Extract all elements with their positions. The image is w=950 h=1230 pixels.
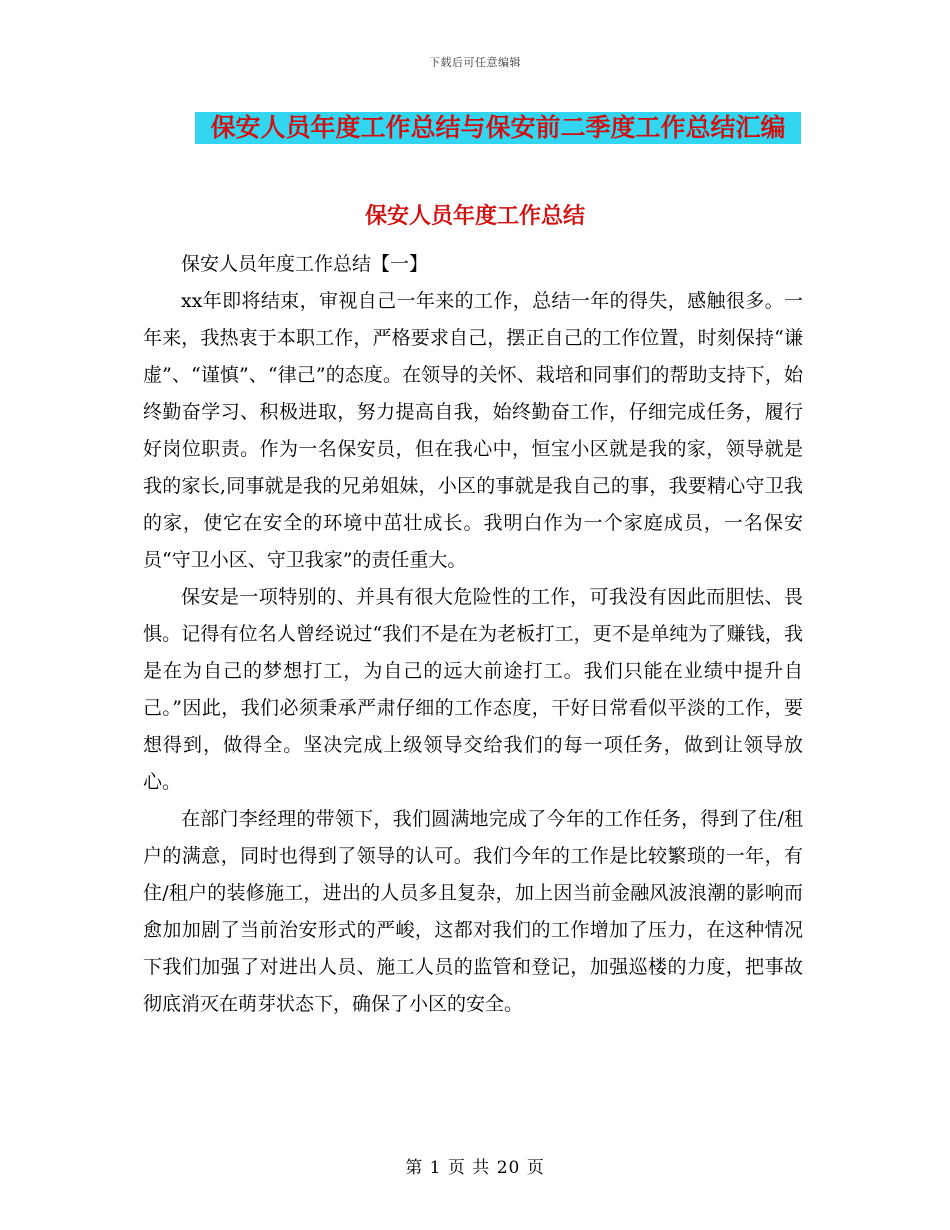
subheading: 保安人员年度工作总结【一】 <box>181 253 429 275</box>
header-note: 下载后可任意编辑 <box>429 56 521 69</box>
paragraph: xx年即将结束，审视自己一年来的工作，总结一年的得失，感触很多。一年来，我热衷于本职工作，严格要求自己，摆正自己的工作位置，时刻保持“谦虚”、“谨慎”、“律己”的态度。在领导的关怀、栽培和同事们的帮助支持下，始终勤奋学习、积极进取，努力提高自我，始终勤奋工作，仔细完成任务，履行好岗位职责。作为一名保安员，但在我心中，恒宝小区就是我的家，领导就是我的家长,同事就是我的兄弟姐妹，小区的事就是我自己的事，我要精心守卫我的家，使它在安全的环境中茁壮成长。我明白作为一个家庭成员，一名保安员“守卫小区、守卫我家”的责任重大。 <box>143 290 803 571</box>
section-title: 保安人员年度工作总结 <box>364 204 585 229</box>
document-body <box>143 246 803 1023</box>
document-title: 保安人员年度工作总结与保安前二季度工作总结汇编 <box>195 112 801 144</box>
paragraph: 在部门李经理的带领下，我们圆满地完成了今年的工作任务，得到了住/租户的满意，同时也得到了领导的认可。我们今年的工作是比较繁琐的一年，有住/租户的装修施工，进出的人员多且复杂，加上因当前金融风波浪潮的影响而愈加加剧了当前治安形式的严峻，这都对我们的工作增加了压力，在这种情况下我们加强了对进出人员、施工人员的监管和登记，加强巡楼的力度，把事故彻底消灭在萌芽状态下，确保了小区的安全。 <box>143 808 803 1015</box>
paragraph: 保安是一项特别的、并具有很大危险性的工作，可我没有因此而胆怯、畏惧。记得有位名人曾经说过“我们不是在为老板打工，更不是单纯为了赚钱，我是在为自己的梦想打工，为自己的远大前途打工。我们只能在业绩中提升自己。”因此，我们必须秉承严肃仔细的工作态度，干好日常看似平淡的工作，要想得到，做得全。坚决完成上级领导交给我们的每一项任务，做到让领导放心。 <box>143 586 803 793</box>
page-footer: 第 1 页 共 20 页 <box>405 1158 545 1178</box>
